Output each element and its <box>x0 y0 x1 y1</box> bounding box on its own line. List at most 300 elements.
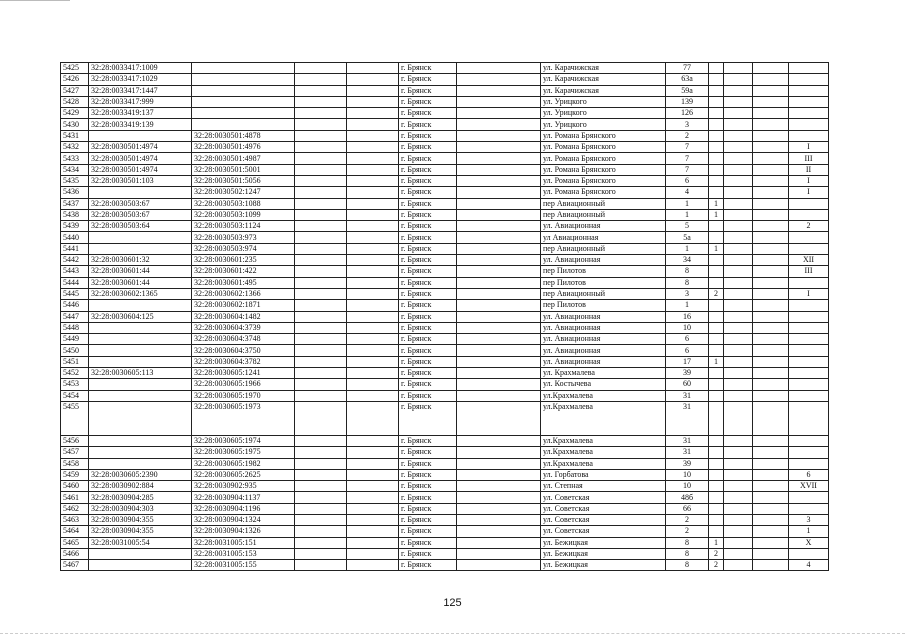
row-number-cell: 5426 <box>61 74 89 85</box>
row-number-cell: 5450 <box>61 345 89 356</box>
letter-cell <box>724 492 753 503</box>
cadastral-object-cell: 32:28:0031005:155 <box>192 560 295 571</box>
cadastral-parcel-cell <box>89 130 192 141</box>
empty-cell <box>753 481 789 492</box>
city-cell: г. Брянск <box>399 356 457 367</box>
row-number-cell: 5437 <box>61 198 89 209</box>
cadastral-parcel-cell: 32:28:0030904:285 <box>89 492 192 503</box>
premises-cell <box>789 277 829 288</box>
empty-cell <box>295 560 347 571</box>
empty-cell <box>753 288 789 299</box>
house-cell: 60 <box>666 379 709 390</box>
premises-cell: 3 <box>789 514 829 525</box>
empty-cell <box>753 277 789 288</box>
cadastral-parcel-cell: 32:28:0030605:2390 <box>89 469 192 480</box>
letter-cell <box>724 300 753 311</box>
empty-cell <box>295 300 347 311</box>
building-cell <box>709 96 724 107</box>
building-cell <box>709 277 724 288</box>
table-row <box>61 221 829 232</box>
row-number-cell: 5440 <box>61 232 89 243</box>
cadastral-object-cell: 32:28:0030501:5056 <box>192 175 295 186</box>
cadastral-object-cell: 32:28:0030604:3739 <box>192 322 295 333</box>
empty-cell <box>295 368 347 379</box>
letter-cell <box>724 288 753 299</box>
cadastral-parcel-cell: 32:28:0030904:355 <box>89 526 192 537</box>
empty-cell <box>457 469 541 480</box>
empty-cell <box>295 74 347 85</box>
street-cell: ул. Костычева <box>541 379 666 390</box>
cadastral-object-cell: 32:28:0030503:1088 <box>192 198 295 209</box>
table-row <box>61 85 829 96</box>
building-cell: 2 <box>709 548 724 559</box>
house-cell: 7 <box>666 164 709 175</box>
scan-bottom-edge <box>0 633 905 634</box>
city-cell: г. Брянск <box>399 96 457 107</box>
row-number-cell: 5464 <box>61 526 89 537</box>
cadastral-object-cell: 32:28:0030601:235 <box>192 255 295 266</box>
street-cell: ул.Крахмалева <box>541 401 666 435</box>
row-number-cell: 5443 <box>61 266 89 277</box>
premises-cell <box>789 356 829 367</box>
street-cell: ул. Авиационная <box>541 255 666 266</box>
house-cell: 2 <box>666 526 709 537</box>
table-row <box>61 300 829 311</box>
premises-cell <box>789 300 829 311</box>
street-cell: ул. Горбатова <box>541 469 666 480</box>
cadastral-object-cell: 32:28:0030605:1241 <box>192 368 295 379</box>
cadastral-object-cell: 32:28:0030601:495 <box>192 277 295 288</box>
street-cell: ул. Авиационная <box>541 221 666 232</box>
premises-cell <box>789 209 829 220</box>
letter-cell <box>724 198 753 209</box>
city-cell: г. Брянск <box>399 255 457 266</box>
cadastral-parcel-cell: 32:28:0033417:1447 <box>89 85 192 96</box>
city-cell: г. Брянск <box>399 492 457 503</box>
empty-cell <box>295 311 347 322</box>
cadastral-parcel-cell <box>89 300 192 311</box>
street-cell: ул. Бежицкая <box>541 537 666 548</box>
table-row <box>61 243 829 254</box>
building-cell <box>709 232 724 243</box>
empty-cell <box>347 221 399 232</box>
row-number-cell: 5447 <box>61 311 89 322</box>
empty-cell <box>457 435 541 446</box>
table-row <box>61 379 829 390</box>
cadastral-object-cell: 32:28:0030503:1099 <box>192 209 295 220</box>
empty-cell <box>457 175 541 186</box>
house-cell: 1 <box>666 198 709 209</box>
empty-cell <box>347 63 399 74</box>
empty-cell <box>457 232 541 243</box>
empty-cell <box>347 209 399 220</box>
city-cell: г. Брянск <box>399 243 457 254</box>
building-cell: 1 <box>709 356 724 367</box>
empty-cell <box>457 198 541 209</box>
row-number-cell: 5438 <box>61 209 89 220</box>
building-cell <box>709 345 724 356</box>
premises-cell <box>789 458 829 469</box>
empty-cell <box>295 164 347 175</box>
cadastral-object-cell: 32:28:0030503:973 <box>192 232 295 243</box>
table-row <box>61 345 829 356</box>
city-cell: г. Брянск <box>399 458 457 469</box>
building-cell <box>709 514 724 525</box>
table-row <box>61 175 829 186</box>
table-row <box>61 164 829 175</box>
house-cell: 8 <box>666 560 709 571</box>
house-cell: 10 <box>666 322 709 333</box>
empty-cell <box>457 255 541 266</box>
cadastral-object-cell <box>192 96 295 107</box>
cadastral-object-cell: 32:28:0030605:1970 <box>192 390 295 401</box>
building-cell <box>709 74 724 85</box>
street-cell: пер Авиационный <box>541 198 666 209</box>
cadastral-object-cell: 32:28:0030902:935 <box>192 481 295 492</box>
row-number-cell: 5432 <box>61 142 89 153</box>
table-row <box>61 548 829 559</box>
premises-cell: III <box>789 266 829 277</box>
empty-cell <box>457 221 541 232</box>
building-cell <box>709 266 724 277</box>
empty-cell <box>753 469 789 480</box>
house-cell: 126 <box>666 108 709 119</box>
row-number-cell: 5456 <box>61 435 89 446</box>
house-cell: 2 <box>666 130 709 141</box>
empty-cell <box>457 187 541 198</box>
letter-cell <box>724 175 753 186</box>
empty-cell <box>347 277 399 288</box>
building-cell <box>709 85 724 96</box>
cadastral-object-cell <box>192 119 295 130</box>
premises-cell: I <box>789 187 829 198</box>
premises-cell <box>789 390 829 401</box>
building-cell <box>709 221 724 232</box>
house-cell: 39 <box>666 368 709 379</box>
cadastral-parcel-cell <box>89 345 192 356</box>
premises-cell: 1 <box>789 526 829 537</box>
letter-cell <box>724 153 753 164</box>
street-cell: ул. Авиационная <box>541 334 666 345</box>
cadastral-parcel-cell: 32:28:0033419:137 <box>89 108 192 119</box>
table-row <box>61 74 829 85</box>
table-row <box>61 334 829 345</box>
building-cell <box>709 368 724 379</box>
building-cell: 1 <box>709 243 724 254</box>
empty-cell <box>295 175 347 186</box>
premises-cell <box>789 108 829 119</box>
empty-cell <box>347 232 399 243</box>
premises-cell <box>789 96 829 107</box>
empty-cell <box>753 209 789 220</box>
empty-cell <box>457 209 541 220</box>
premises-cell <box>789 334 829 345</box>
city-cell: г. Брянск <box>399 164 457 175</box>
cadastral-object-cell <box>192 74 295 85</box>
premises-cell: XII <box>789 255 829 266</box>
city-cell: г. Брянск <box>399 322 457 333</box>
row-number-cell: 5425 <box>61 63 89 74</box>
empty-cell <box>457 458 541 469</box>
cadastral-object-cell: 32:28:0030502:1247 <box>192 187 295 198</box>
row-number-cell: 5452 <box>61 368 89 379</box>
city-cell: г. Брянск <box>399 300 457 311</box>
street-cell: ул Авиационная <box>541 232 666 243</box>
letter-cell <box>724 108 753 119</box>
building-cell: 2 <box>709 560 724 571</box>
premises-cell <box>789 119 829 130</box>
city-cell: г. Брянск <box>399 266 457 277</box>
city-cell: г. Брянск <box>399 108 457 119</box>
row-number-cell: 5451 <box>61 356 89 367</box>
house-cell: 31 <box>666 390 709 401</box>
empty-cell <box>295 322 347 333</box>
empty-cell <box>347 175 399 186</box>
row-number-cell: 5427 <box>61 85 89 96</box>
street-cell: ул. Урицкого <box>541 108 666 119</box>
empty-cell <box>753 142 789 153</box>
empty-cell <box>457 560 541 571</box>
cadastral-object-cell: 32:28:0030604:3750 <box>192 345 295 356</box>
empty-cell <box>753 300 789 311</box>
empty-cell <box>457 379 541 390</box>
empty-cell <box>295 266 347 277</box>
cadastral-object-cell: 32:28:0030503:974 <box>192 243 295 254</box>
empty-cell <box>295 334 347 345</box>
cadastral-parcel-cell <box>89 390 192 401</box>
letter-cell <box>724 255 753 266</box>
empty-cell <box>347 119 399 130</box>
empty-cell <box>457 63 541 74</box>
table-row <box>61 142 829 153</box>
letter-cell <box>724 469 753 480</box>
letter-cell <box>724 345 753 356</box>
empty-cell <box>295 221 347 232</box>
city-cell: г. Брянск <box>399 526 457 537</box>
empty-cell <box>347 526 399 537</box>
empty-cell <box>753 198 789 209</box>
empty-cell <box>457 345 541 356</box>
premises-cell <box>789 322 829 333</box>
city-cell: г. Брянск <box>399 435 457 446</box>
city-cell: г. Брянск <box>399 503 457 514</box>
house-cell: 5 <box>666 221 709 232</box>
building-cell <box>709 390 724 401</box>
house-cell: 4 <box>666 187 709 198</box>
table-row <box>61 447 829 458</box>
street-cell: ул.Крахмалева <box>541 458 666 469</box>
premises-cell <box>789 311 829 322</box>
city-cell: г. Брянск <box>399 221 457 232</box>
table-row <box>61 255 829 266</box>
empty-cell <box>347 481 399 492</box>
city-cell: г. Брянск <box>399 187 457 198</box>
street-cell: ул.Крахмалева <box>541 447 666 458</box>
house-cell: 6 <box>666 175 709 186</box>
letter-cell <box>724 85 753 96</box>
city-cell: г. Брянск <box>399 63 457 74</box>
building-cell: 2 <box>709 288 724 299</box>
empty-cell <box>457 390 541 401</box>
building-cell <box>709 164 724 175</box>
street-cell: ул. Авиационная <box>541 322 666 333</box>
row-number-cell: 5454 <box>61 390 89 401</box>
empty-cell <box>753 368 789 379</box>
house-cell: 63а <box>666 74 709 85</box>
empty-cell <box>347 300 399 311</box>
letter-cell <box>724 356 753 367</box>
table-row <box>61 492 829 503</box>
cadastral-object-cell: 32:28:0030501:4976 <box>192 142 295 153</box>
cadastral-object-cell: 32:28:0030604:1482 <box>192 311 295 322</box>
cadastral-object-cell: 32:28:0030605:1973 <box>192 401 295 435</box>
cadastral-parcel-cell: 32:28:0030601:32 <box>89 255 192 266</box>
building-cell <box>709 526 724 537</box>
table-row <box>61 526 829 537</box>
letter-cell <box>724 142 753 153</box>
city-cell: г. Брянск <box>399 74 457 85</box>
cadastral-object-cell: 32:28:0030501:4878 <box>192 130 295 141</box>
empty-cell <box>457 492 541 503</box>
city-cell: г. Брянск <box>399 311 457 322</box>
empty-cell <box>753 221 789 232</box>
letter-cell <box>724 458 753 469</box>
cadastral-parcel-cell: 32:28:0030503:67 <box>89 198 192 209</box>
empty-cell <box>295 401 347 435</box>
street-cell: пер Авиационный <box>541 209 666 220</box>
street-cell: ул. Романа Брянского <box>541 153 666 164</box>
building-cell <box>709 322 724 333</box>
building-cell <box>709 63 724 74</box>
empty-cell <box>753 356 789 367</box>
empty-cell <box>295 255 347 266</box>
house-cell: 77 <box>666 63 709 74</box>
cadastral-parcel-cell: 32:28:0030904:355 <box>89 514 192 525</box>
empty-cell <box>753 153 789 164</box>
premises-cell: I <box>789 288 829 299</box>
letter-cell <box>724 221 753 232</box>
empty-cell <box>347 379 399 390</box>
empty-cell <box>295 288 347 299</box>
cadastral-object-cell: 32:28:0030601:422 <box>192 266 295 277</box>
street-cell: пер Авиационный <box>541 288 666 299</box>
premises-cell <box>789 379 829 390</box>
empty-cell <box>347 198 399 209</box>
building-cell <box>709 469 724 480</box>
empty-cell <box>753 345 789 356</box>
table-row <box>61 481 829 492</box>
street-cell: ул. Романа Брянского <box>541 187 666 198</box>
page-number: 125 <box>443 597 462 609</box>
empty-cell <box>457 130 541 141</box>
cadastral-parcel-cell <box>89 232 192 243</box>
street-cell: пер Пилотов <box>541 266 666 277</box>
city-cell: г. Брянск <box>399 401 457 435</box>
street-cell: ул. Советская <box>541 492 666 503</box>
house-cell: 8 <box>666 266 709 277</box>
city-cell: г. Брянск <box>399 469 457 480</box>
empty-cell <box>295 469 347 480</box>
table-row <box>61 63 829 74</box>
empty-cell <box>753 526 789 537</box>
cadastral-object-cell: 32:28:0030501:5001 <box>192 164 295 175</box>
city-cell: г. Брянск <box>399 390 457 401</box>
empty-cell <box>295 492 347 503</box>
street-cell: ул. Романа Брянского <box>541 130 666 141</box>
letter-cell <box>724 119 753 130</box>
premises-cell <box>789 85 829 96</box>
letter-cell <box>724 63 753 74</box>
cadastral-object-cell: 32:28:0030604:3748 <box>192 334 295 345</box>
letter-cell <box>724 390 753 401</box>
building-cell <box>709 108 724 119</box>
empty-cell <box>753 187 789 198</box>
empty-cell <box>457 74 541 85</box>
street-cell: ул. Бежицкая <box>541 548 666 559</box>
empty-cell <box>295 435 347 446</box>
letter-cell <box>724 130 753 141</box>
empty-cell <box>347 187 399 198</box>
table-row <box>61 198 829 209</box>
empty-cell <box>457 311 541 322</box>
street-cell: ул. Советская <box>541 503 666 514</box>
house-cell: 3 <box>666 288 709 299</box>
street-cell: ул. Карачижская <box>541 74 666 85</box>
empty-cell <box>753 243 789 254</box>
cadastral-object-cell <box>192 108 295 119</box>
empty-cell <box>457 537 541 548</box>
registry-rows <box>61 63 829 571</box>
empty-cell <box>753 401 789 435</box>
cadastral-parcel-cell: 32:28:0030601:44 <box>89 277 192 288</box>
city-cell: г. Брянск <box>399 560 457 571</box>
empty-cell <box>753 537 789 548</box>
house-cell: 31 <box>666 447 709 458</box>
empty-cell <box>295 96 347 107</box>
empty-cell <box>457 401 541 435</box>
cadastral-parcel-cell <box>89 379 192 390</box>
cadastral-parcel-cell <box>89 548 192 559</box>
street-cell: ул. Авиационная <box>541 345 666 356</box>
empty-cell <box>753 560 789 571</box>
cadastral-object-cell: 32:28:0030904:1326 <box>192 526 295 537</box>
cadastral-parcel-cell: 32:28:0031005:54 <box>89 537 192 548</box>
empty-cell <box>347 560 399 571</box>
premises-cell: 2 <box>789 221 829 232</box>
house-cell: 3 <box>666 119 709 130</box>
letter-cell <box>724 164 753 175</box>
premises-cell: II <box>789 164 829 175</box>
empty-cell <box>347 390 399 401</box>
empty-cell <box>753 85 789 96</box>
premises-cell: XVII <box>789 481 829 492</box>
cadastral-object-cell: 32:28:0030904:1196 <box>192 503 295 514</box>
empty-cell <box>347 469 399 480</box>
empty-cell <box>347 401 399 435</box>
empty-cell <box>295 232 347 243</box>
row-number-cell: 5445 <box>61 288 89 299</box>
premises-cell <box>789 232 829 243</box>
table-row <box>61 266 829 277</box>
empty-cell <box>295 277 347 288</box>
street-cell: ул. Крахмалева <box>541 368 666 379</box>
premises-cell: I <box>789 175 829 186</box>
table-row <box>61 277 829 288</box>
empty-cell <box>457 548 541 559</box>
empty-cell <box>295 458 347 469</box>
house-cell: 1 <box>666 243 709 254</box>
cadastral-parcel-cell: 32:28:0030503:64 <box>89 221 192 232</box>
